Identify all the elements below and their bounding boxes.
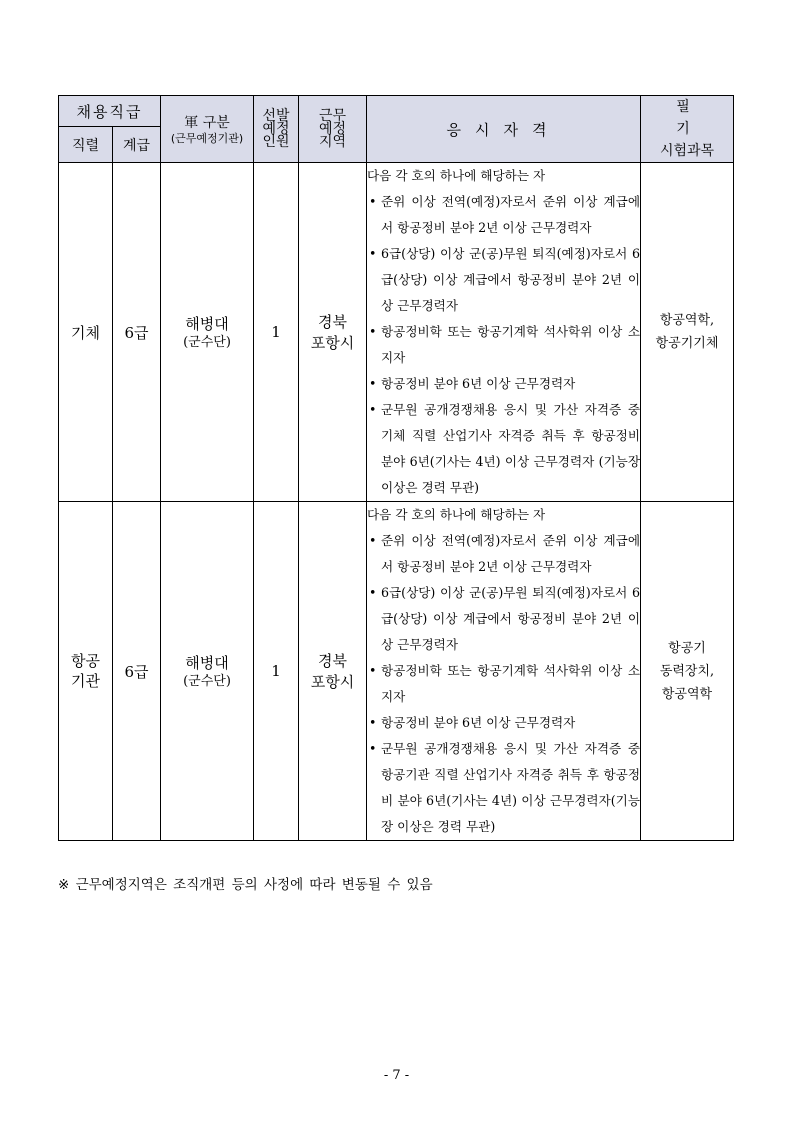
row-grade: 6급 <box>113 163 161 502</box>
list-item: • 항공정비학 또는 항공기계학 석사학위 이상 소지자 <box>367 658 640 710</box>
header-job-series: 직렬 <box>59 127 113 163</box>
subject-line-2: 항공기기체 <box>655 336 719 351</box>
list-item: • 항공정비 분야 6년 이상 근무경력자 <box>367 710 640 736</box>
row-division <box>161 502 254 841</box>
list-item: • 6급(상당) 이상 군(공)무원 퇴직(예정)자로서 6급(상당) 이상 계급에서 항공정비 분야 2년 이상 근무경력자 <box>367 241 640 319</box>
row-division-name: 해병대 <box>185 315 229 333</box>
row-qualification <box>367 502 641 841</box>
row-division <box>161 163 254 502</box>
row-division-sub: (군수단) <box>183 335 231 350</box>
header-written-subject <box>641 96 734 163</box>
row-area-line-2: 포항시 <box>310 673 355 691</box>
subject-line-1: 항공기 <box>668 640 706 656</box>
subject-line-2: 동력장치, <box>659 663 715 679</box>
header-area-line-2: 예정 <box>318 120 347 137</box>
header-count-line-2: 예정 <box>262 120 290 137</box>
row-series <box>59 502 113 841</box>
list-item: • 준위 이상 전역(예정)자로서 준위 이상 계급에서 항공정비 분야 2년 이상 근무경력자 <box>367 189 640 241</box>
row-series-line-2: 기관 <box>71 672 100 690</box>
row-count: 1 <box>254 502 299 841</box>
table-row <box>59 502 734 841</box>
list-item: • 항공정비 분야 6년 이상 근무경력자 <box>367 371 640 397</box>
header-qualification: 응시자격 <box>367 96 641 163</box>
header-area-line-1: 근무 <box>318 107 347 124</box>
header-selection-count <box>254 96 299 163</box>
row-division-sub: (군수단) <box>183 674 231 689</box>
row-grade: 6급 <box>113 502 161 841</box>
header-work-area <box>299 96 367 163</box>
table-row <box>59 163 734 502</box>
qual-list <box>367 528 640 840</box>
list-item: • 준위 이상 전역(예정)자로서 준위 이상 계급에서 항공정비 분야 2년 이상 근무경력자 <box>367 528 640 580</box>
row-division-name: 해병대 <box>185 654 229 672</box>
header-division-sub: (근무예정기관) <box>170 132 244 145</box>
qual-list <box>367 189 640 501</box>
list-item: • 6급(상당) 이상 군(공)무원 퇴직(예정)자로서 6급(상당) 이상 계급에서 항공정비 분야 2년 이상 근무경력자 <box>367 580 640 658</box>
row-area-line-1: 경북 <box>318 652 347 670</box>
header-subject-line-2: 시험과목 <box>659 143 715 159</box>
row-subjects <box>641 163 734 502</box>
row-count: 1 <box>254 163 299 502</box>
header-grade: 계급 <box>113 127 161 163</box>
header-division-label: 軍 구분 <box>184 115 230 131</box>
header-count-line-3: 인원 <box>262 133 290 150</box>
row-area <box>299 502 367 841</box>
row-area-line-1: 경북 <box>318 313 347 331</box>
header-subject-line-1: 필 기 <box>676 99 718 137</box>
qual-intro: 다음 각 호의 하나에 해당하는 자 <box>367 168 546 183</box>
recruitment-table <box>58 95 734 841</box>
subject-line-1: 항공역학, <box>659 313 715 328</box>
qual-intro: 다음 각 호의 하나에 해당하는 자 <box>367 507 546 522</box>
row-subjects <box>641 502 734 841</box>
header-count-line-1: 선발 <box>262 107 290 124</box>
row-area-line-2: 포항시 <box>310 334 355 352</box>
footnote: ※ 근무예정지역은 조직개편 등의 사정에 따라 변동될 수 있음 <box>58 877 433 893</box>
header-recruit-grade: 채용직급 <box>59 96 161 127</box>
row-area <box>299 163 367 502</box>
list-item: • 항공정비학 또는 항공기계학 석사학위 이상 소지자 <box>367 319 640 371</box>
page-number: - 7 - <box>383 1068 410 1083</box>
row-series-line-1: 항공 <box>71 652 100 670</box>
list-item: • 군무원 공개경쟁채용 응시 및 가산 자격증 중 기체 직렬 산업기사 자격증 취득 후 항공정비 분야 6년(기사는 4년) 이상 근무경력자 (기능장 이상은 경력 무관) <box>367 397 640 501</box>
header-area-line-3: 지역 <box>318 133 347 150</box>
list-item: • 군무원 공개경쟁채용 응시 및 가산 자격증 중 항공기관 직렬 산업기사 자격증 취득 후 항공정비 분야 6년(기사는 4년) 이상 근무경력자(기능장 이상은 경력 무관) <box>367 736 640 840</box>
row-series: 기체 <box>59 163 113 502</box>
row-qualification <box>367 163 641 502</box>
header-division <box>161 96 254 163</box>
subject-line-3: 항공역학 <box>661 686 713 702</box>
